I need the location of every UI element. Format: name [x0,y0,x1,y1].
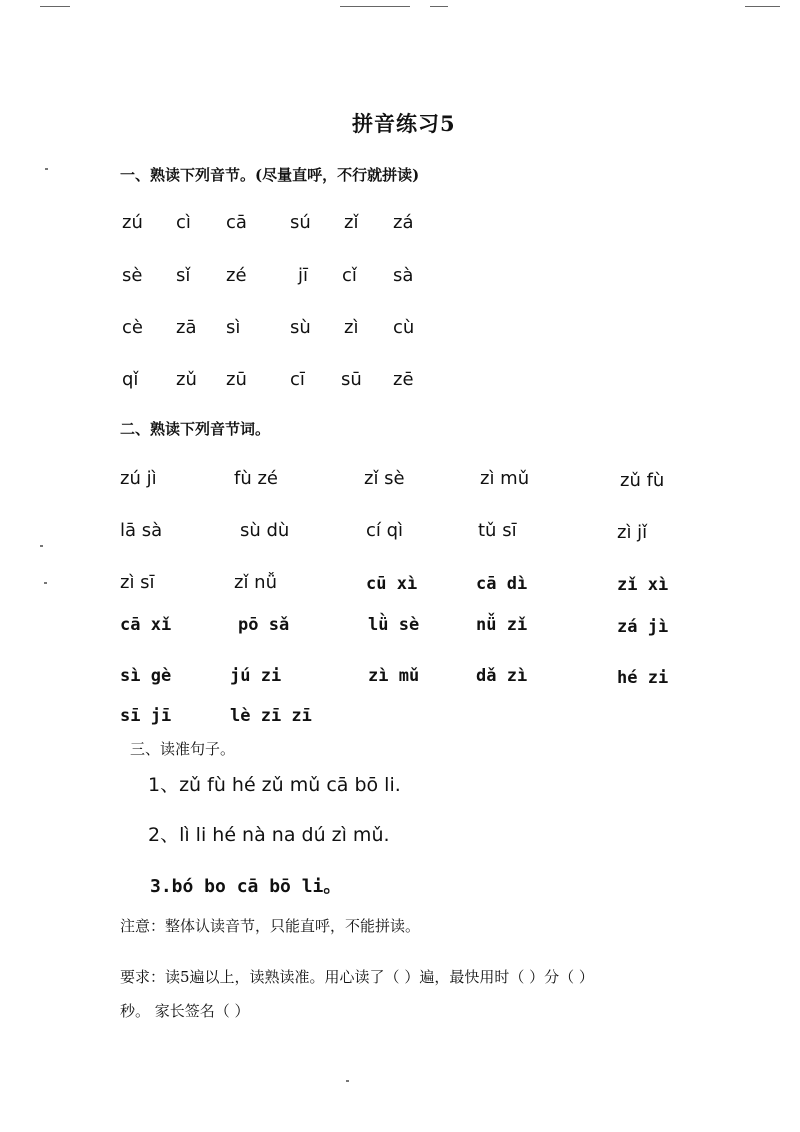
word: cā xǐ [120,615,172,635]
word: zǐ xì [617,575,669,595]
word: zú jì [120,468,157,489]
syllable: cì [176,212,191,233]
syllable: jī [298,265,309,286]
section3-heading: 三、读准句子。 [130,740,236,758]
syllable: sì [226,317,241,338]
page-title: 拼音练习5 [352,111,456,136]
word: hé zi [617,668,669,688]
syllable: zē [393,369,414,390]
word: sù dù [240,520,290,541]
word: zǐ nǚ [234,572,277,593]
scan-speck [44,582,47,584]
scan-speck [346,1080,349,1082]
word: dǎ zì [476,666,528,686]
word: nǚ zǐ [476,615,528,635]
syllable: sǐ [176,265,191,286]
section1-heading: 一、熟读下列音节。(尽量直呼，不行就拼读) [120,166,420,184]
word: zá jì [617,617,669,637]
syllable: cè [122,317,143,338]
sentence-1: 1、zǔ fù hé zǔ mǔ cā bō li. [148,774,401,796]
word: lā sà [120,520,163,541]
word: tǔ sī [478,520,517,541]
syllable: cǐ [342,265,357,286]
syllable: sè [122,265,143,286]
sentence-2: 2、lì li hé nà na dú zì mǔ. [148,824,390,846]
word: lè zī zī [230,706,312,726]
word: zǐ sè [364,468,405,489]
syllable: qǐ [122,369,139,390]
requirement-line-2: 秒。 家长签名（ ） [120,1002,250,1020]
word: zǔ fù [620,470,665,491]
word: pō sǎ [238,615,290,635]
word: fù zé [234,468,278,489]
syllable: zū [226,369,247,390]
scan-mark [340,6,410,7]
scan-mark [745,6,780,7]
word: lǜ sè [368,615,420,635]
syllable: zé [226,265,247,286]
syllable: cù [393,317,415,338]
word: zì mǔ [480,468,530,489]
syllable: sù [290,317,311,338]
word: jú zi [230,666,282,686]
scan-speck [40,545,43,547]
syllable: zǐ [344,212,359,233]
sentence-3: 3.bó bo cā bō li。 [150,876,342,897]
word: sì gè [120,666,172,686]
word: sī jī [120,706,172,726]
note: 注意：整体认读音节，只能直呼，不能拼读。 [120,917,421,935]
word: cū xì [366,574,418,594]
word: zì jǐ [617,522,648,543]
syllable: sú [290,212,311,233]
syllable: cī [290,369,305,390]
syllable: zá [393,212,414,233]
word: zì sī [120,572,155,593]
word: cí qì [366,520,404,541]
syllable: cā [226,212,247,233]
syllable: sà [393,265,414,286]
requirement-line-1: 要求：读5遍以上，读熟读准。用心读了（ ）遍，最快用时（ ）分（ ） [120,968,594,986]
syllable: zā [176,317,197,338]
word: zì mǔ [368,666,420,686]
scan-speck [45,168,48,170]
word: cā dì [476,574,528,594]
syllable: zì [344,317,359,338]
section2-heading: 二、熟读下列音节词。 [120,420,271,438]
syllable: zú [122,212,143,233]
scan-mark [430,6,448,7]
syllable: sū [341,369,362,390]
scan-mark [40,6,70,7]
syllable: zǔ [176,369,197,390]
